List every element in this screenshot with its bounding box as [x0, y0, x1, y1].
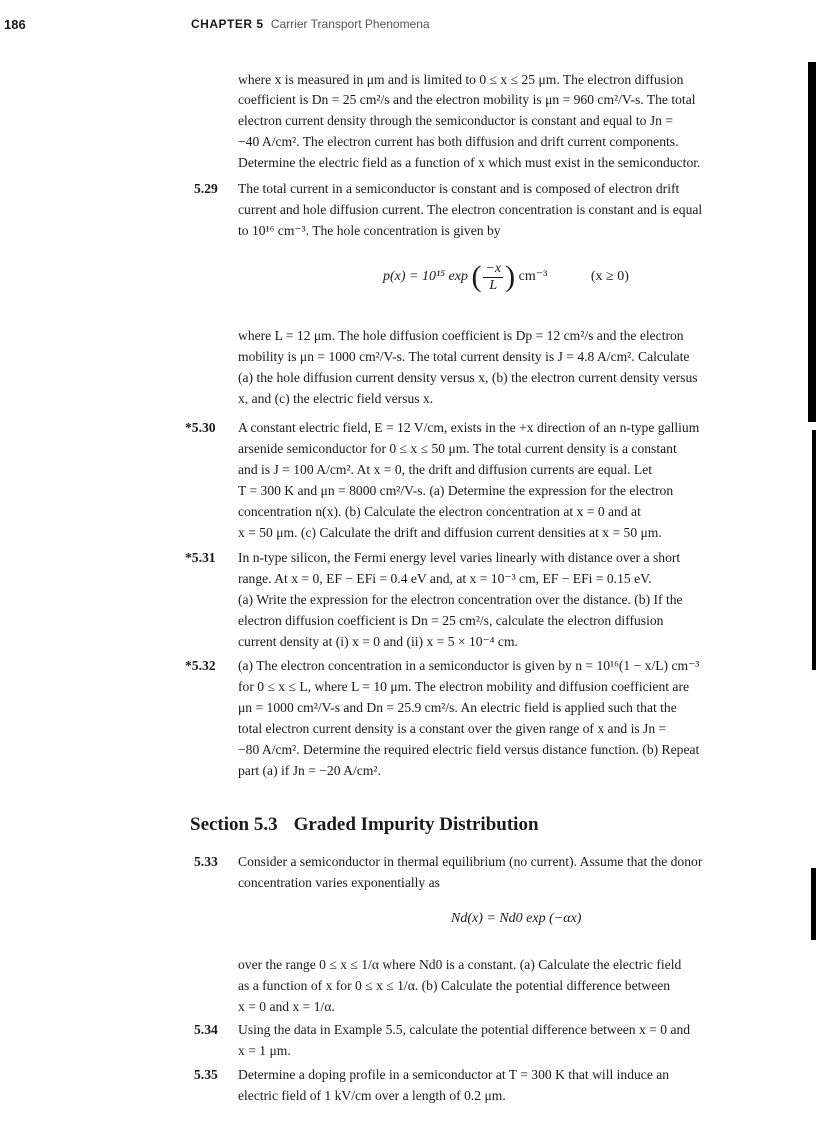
problem-line: Using the data in Example 5.5, calculate the potential difference between x = 0 and	[238, 1022, 691, 1037]
problem-line: as a function of x for 0 ≤ x ≤ 1/α. (b) Calculate the potential difference between	[238, 978, 671, 993]
left-paren: (	[471, 260, 482, 293]
problem-line: (a) the hole diffusion current density versus x, (b) the electron current density versus	[238, 370, 698, 385]
continued-line: Determine the electric field as a function of x which must exist in the semiconductor.	[238, 155, 701, 170]
problem-line: where L = 12 μm. The hole diffusion coefficient is Dp = 12 cm²/s and the electron	[238, 328, 684, 343]
problem-line: arsenide semiconductor for 0 ≤ x ≤ 50 μm. The total current density is a constant	[238, 441, 677, 456]
problem-line: (a) The electron concentration in a semiconductor is given by n = 10¹⁶(1 − x/L) cm⁻³	[238, 658, 700, 673]
continued-line: coefficient is Dn = 25 cm²/s and the electron mobility is μn = 960 cm²/V-s. The total	[238, 92, 696, 107]
problem-number: *5.31	[185, 550, 216, 565]
equation-lhs: p(x) = 10¹⁵ exp	[383, 269, 468, 285]
page-header	[4, 17, 816, 37]
problem-line: concentration varies exponentially as	[238, 875, 440, 890]
problem-line: over the range 0 ≤ x ≤ 1/α where Nd0 is a constant. (a) Calculate the electric field	[238, 957, 682, 972]
problem-line: mobility is μn = 1000 cm²/V-s. The total current density is J = 4.8 A/cm². Calculate	[238, 349, 690, 364]
fraction-denominator: L	[489, 277, 498, 293]
problem-line: In n-type silicon, the Fermi energy level varies linearly with distance over a short	[238, 550, 681, 565]
problem-number: 5.34	[194, 1022, 218, 1037]
section-number: Section 5.3	[190, 814, 278, 835]
problem-line: part (a) if Jn = −20 A/cm².	[238, 763, 381, 778]
problem-line: total electron current density is a constant over the given range of x and is Jn =	[238, 721, 667, 736]
running-head	[191, 17, 430, 31]
fraction-numerator: −x	[485, 260, 502, 276]
problem-line: for 0 ≤ x ≤ L, where L = 10 μm. The electron mobility and diffusion coefficient are	[238, 679, 690, 694]
problem-line: electric field of 1 kV/cm over a length of 0.2 μm.	[238, 1088, 506, 1103]
problem-line: (a) Write the expression for the electron concentration over the distance. (b) If the	[238, 592, 683, 607]
fraction	[483, 261, 503, 294]
equation-condition: (x ≥ 0)	[590, 269, 629, 285]
problem-number: 5.33	[194, 854, 218, 869]
problem-number: *5.32	[185, 658, 216, 673]
continued-line: −40 A/cm². The electron current has both diffusion and drift current components.	[238, 134, 679, 149]
problem-line: The total current in a semiconductor is constant and is composed of electron drift	[238, 181, 680, 196]
problem-line: x = 0 and x = 1/α.	[238, 999, 335, 1014]
problem-number: 5.29	[194, 181, 218, 196]
problem-line: A constant electric field, E = 12 V/cm, exists in the +x direction of an n-type gallium	[238, 420, 700, 435]
continued-line: where x is measured in μm and is limited to 0 ≤ x ≤ 25 μm. The electron diffusion	[238, 72, 684, 87]
problem-number: 5.35	[194, 1067, 218, 1082]
problem-line: current density at (i) x = 0 and (ii) x = 5 × 10⁻⁴ cm.	[238, 634, 518, 649]
continued-line: electron current density through the semiconductor is constant and equal to Jn =	[238, 113, 673, 128]
problem-line: x, and (c) the electric field versus x.	[238, 391, 434, 406]
section-heading	[190, 814, 555, 836]
section-title: Graded Impurity Distribution	[293, 814, 539, 835]
problem-line: concentration n(x). (b) Calculate the electron concentration at x = 0 and at	[238, 504, 641, 519]
problem-line: Consider a semiconductor in thermal equilibrium (no current). Assume that the donor	[238, 854, 703, 869]
problem-line: −80 A/cm². Determine the required electric field versus distance function. (b) Repeat	[238, 742, 700, 757]
problem-line: μn = 1000 cm²/V-s and Dn = 25.9 cm²/s. An electric field is applied such that the	[238, 700, 677, 715]
equation-donor-concentration: Nd(x) = Nd0 exp (−αx)	[451, 911, 582, 926]
problem-line: T = 300 K and μn = 8000 cm²/V-s. (a) Determine the expression for the electron	[238, 483, 674, 498]
problem-line: and is J = 100 A/cm². At x = 0, the drift and diffusion currents are equal. Let	[238, 462, 653, 477]
equation-unit: cm⁻³	[518, 269, 548, 285]
problem-line: current and hole diffusion current. The electron concentration is constant and is equal	[238, 202, 703, 217]
problem-line: range. At x = 0, EF − EFi = 0.4 eV and, at x = 10⁻³ cm, EF − EFi = 0.15 eV.	[238, 571, 652, 586]
page-number: 186	[4, 17, 26, 32]
problem-line: to 10¹⁶ cm⁻³. The hole concentration is given by	[238, 223, 501, 238]
problem-line: Determine a doping profile in a semiconductor at T = 300 K that will induce an	[238, 1067, 670, 1082]
problem-number: *5.30	[185, 420, 216, 435]
chapter-label: CHAPTER 5	[191, 17, 264, 31]
problem-line: x = 1 μm.	[238, 1043, 291, 1058]
chapter-title: Carrier Transport Phenomena	[270, 17, 430, 31]
problem-line: electron diffusion coefficient is Dn = 25 cm²/s, calculate the electron diffusion	[238, 613, 664, 628]
right-paren: )	[505, 260, 516, 293]
equation-hole-concentration	[383, 260, 629, 294]
problem-line: x = 50 μm. (c) Calculate the drift and diffusion current densities at x = 50 μm.	[238, 525, 662, 540]
